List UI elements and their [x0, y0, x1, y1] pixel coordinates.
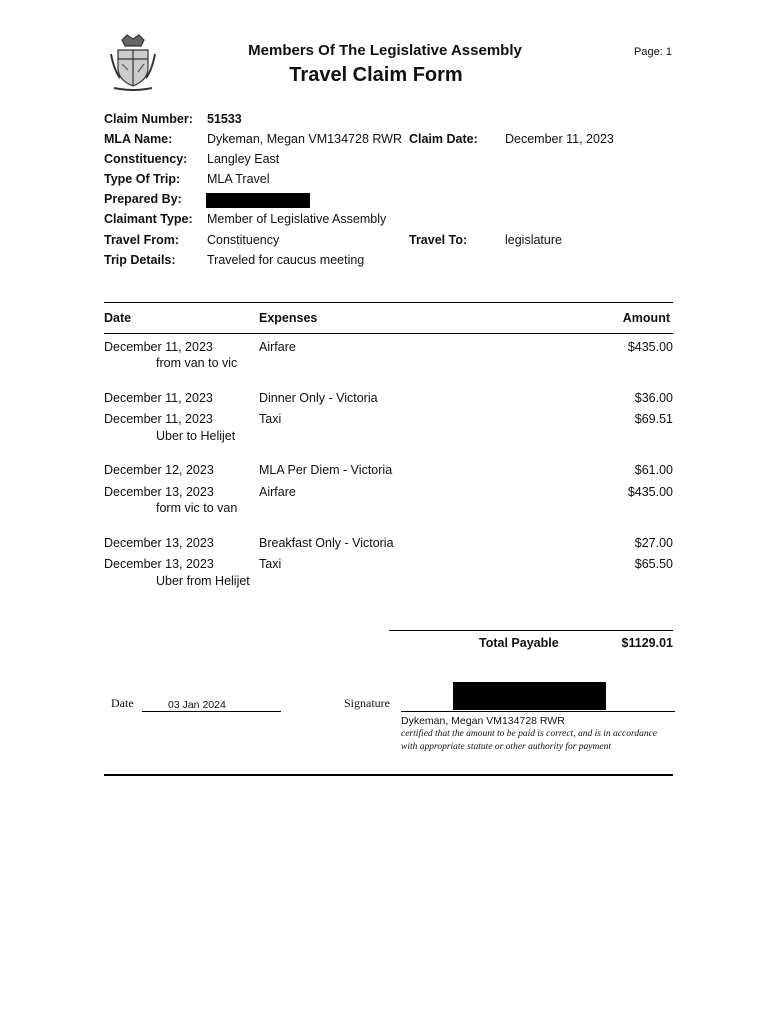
claim-date-label: Claim Date:	[409, 132, 478, 146]
constituency-label: Constituency:	[104, 152, 188, 166]
row-expense: MLA Per Diem - Victoria	[259, 463, 393, 477]
row-expense: Breakfast Only - Victoria	[259, 536, 394, 550]
claim-number-label: Claim Number:	[104, 112, 193, 126]
row-date: December 12, 2023	[104, 463, 214, 477]
row-expense: Taxi	[259, 412, 282, 426]
col-header-expenses: Expenses	[259, 311, 318, 325]
total-label: Total Payable	[479, 636, 559, 650]
row-amount: $435.00	[627, 485, 673, 499]
mla-name-label: MLA Name:	[104, 132, 173, 146]
trip-details-label: Trip Details:	[104, 253, 176, 267]
trip-details-value: Traveled for caucus meeting	[207, 253, 365, 267]
row-date: December 11, 2023	[104, 412, 213, 426]
row-expense: Dinner Only - Victoria	[259, 391, 378, 405]
row-amount: $27.00	[634, 536, 673, 550]
row-amount: $36.00	[634, 391, 673, 405]
travel-from-value: Constituency	[207, 233, 280, 247]
signoff-date-value: 03 Jan 2024	[168, 699, 226, 711]
row-date: December 11, 2023	[104, 340, 213, 354]
claim-number-value: 51533	[207, 112, 242, 126]
prepared-by-label: Prepared By:	[104, 192, 182, 206]
col-header-amount: Amount	[622, 311, 670, 325]
row-date: December 11, 2023	[104, 391, 213, 405]
row-note: Uber from Helijet	[156, 574, 250, 588]
row-amount: $65.50	[634, 557, 673, 571]
claimant-type-value: Member of Legislative Assembly	[207, 212, 387, 226]
row-date: December 13, 2023	[104, 557, 214, 571]
travel-to-label: Travel To:	[409, 233, 468, 247]
table-header-rule	[104, 333, 673, 334]
row-date: December 13, 2023	[104, 536, 214, 550]
page-number: 1	[665, 46, 672, 58]
date-line	[142, 711, 281, 712]
signature-line	[401, 711, 675, 712]
travel-from-label: Travel From:	[104, 233, 180, 247]
row-amount: $61.00	[634, 463, 673, 477]
row-note: Uber to Helijet	[156, 429, 236, 443]
footer-rule	[104, 774, 673, 776]
document-title: Travel Claim Form	[289, 64, 463, 86]
page-label: Page:	[634, 46, 663, 58]
certification-line-1: certified that the amount to be paid is correct, and is in accordance	[401, 729, 658, 739]
constituency-value: Langley East	[207, 152, 280, 166]
claimant-type-label: Claimant Type:	[104, 212, 193, 226]
mla-name-value: Dykeman, Megan VM134728 RWR	[207, 132, 402, 146]
row-note: from van to vic	[156, 356, 238, 370]
signature-redaction	[453, 682, 606, 710]
table-top-rule	[104, 302, 673, 303]
row-amount: $69.51	[634, 412, 673, 426]
signoff-date-label: Date	[111, 696, 134, 710]
col-header-date: Date	[104, 311, 132, 325]
claim-date-value: December 11, 2023	[505, 132, 614, 146]
page-indicator	[634, 46, 672, 58]
signature-label: Signature	[344, 696, 390, 710]
row-expense: Airfare	[259, 340, 296, 354]
row-expense: Airfare	[259, 485, 296, 499]
total-value: $1129.01	[621, 636, 673, 650]
prepared-by-redaction	[206, 193, 310, 208]
certification-line-2: with appropriate statute or other authority for payment	[401, 742, 611, 752]
travel-to-value: legislature	[505, 233, 562, 247]
row-amount: $435.00	[627, 340, 673, 354]
total-rule	[389, 630, 673, 631]
row-expense: Taxi	[259, 557, 282, 571]
document-org-title: Members Of The Legislative Assembly	[248, 42, 522, 59]
signer-name: Dykeman, Megan VM134728 RWR	[401, 715, 565, 727]
trip-type-value: MLA Travel	[207, 172, 270, 186]
row-note: form vic to van	[156, 501, 238, 515]
trip-type-label: Type Of Trip:	[104, 172, 181, 186]
row-date: December 13, 2023	[104, 485, 214, 499]
